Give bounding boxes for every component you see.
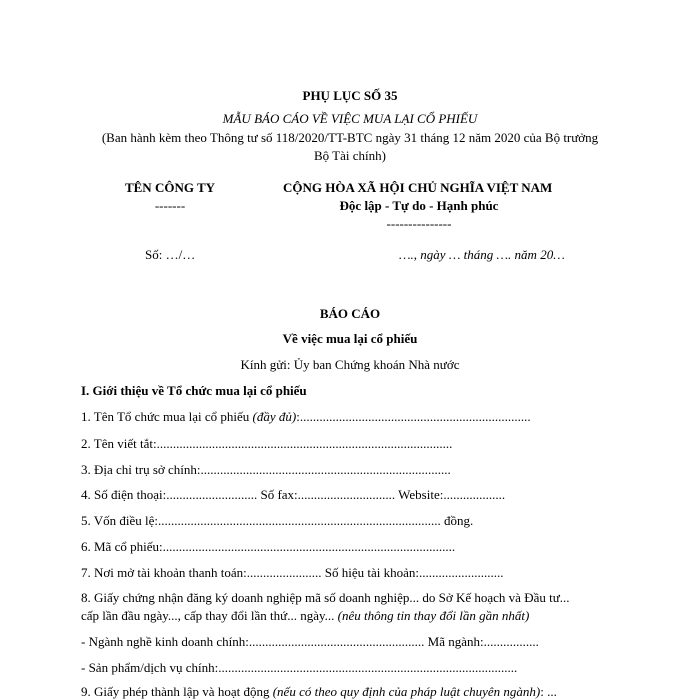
company-divider: ------- xyxy=(154,198,186,213)
republic-name: CỘNG HÒA XÃ HỘI CHỦ NGHĨA VIỆT NAM xyxy=(283,180,553,195)
date-line: …., ngày … tháng …. năm 20… xyxy=(399,247,565,262)
company-name: TÊN CÔNG TY xyxy=(124,180,216,195)
report-subject: Về việc mua lại cổ phiếu xyxy=(282,331,418,346)
item-3: 3. Địa chỉ trụ sở chính:............................................................................. xyxy=(81,462,451,477)
section-1-heading: I. Giới thiệu về Tổ chức mua lại cổ phiếu xyxy=(81,383,307,398)
item-5: 5. Vốn điều lệ:....................................................................................... đồng. xyxy=(81,513,474,528)
item-4: 4. Số điện thoại:............................ Số fax:.............................. Website:................... xyxy=(81,487,506,502)
form-title: MẪU BÁO CÁO VỀ VIỆC MUA LẠI CỔ PHIẾU xyxy=(222,111,478,126)
document-number: Số: …/… xyxy=(145,247,196,262)
item-1 xyxy=(81,409,531,425)
item-9 xyxy=(81,684,557,700)
national-motto: Độc lập - Tự do - Hạnh phúc xyxy=(339,198,499,213)
item-1-dots: :....................................................................... xyxy=(296,409,531,424)
item-9-dots: : ... xyxy=(540,684,557,699)
item-1-label: 1. Tên Tổ chức mua lại cổ phiếu xyxy=(81,409,253,424)
business-line: - Ngành nghề kinh doanh chính:...................................................... Mã ngành:................. xyxy=(81,634,539,649)
item-6: 6. Mã cổ phiếu:.......................................................................................... xyxy=(81,539,456,554)
appendix-title: PHỤ LỤC SỐ 35 xyxy=(302,88,398,103)
item-9-note: (nếu có theo quy định của pháp luật chuyên ngành) xyxy=(272,684,541,699)
item-1-note: (đầy đủ) xyxy=(252,409,297,424)
item-7: 7. Nơi mở tài khoản thanh toán:....................... Số hiệu tài khoản:.......................... xyxy=(81,565,504,580)
addressee: Kính gửi: Ủy ban Chứng khoán Nhà nước xyxy=(240,357,460,372)
item-9-label: 9. Giấy phép thành lập và hoạt động xyxy=(81,684,273,699)
issuance-note-line2: Bộ Tài chính) xyxy=(314,148,386,163)
item-2: 2. Tên viết tắt:........................................................................................... xyxy=(81,436,453,451)
item-8-dates: cấp lần đầu ngày..., cấp thay đổi lần thứ... ngày... xyxy=(81,608,338,623)
issuance-note-line1: (Ban hành kèm theo Thông tư số 118/2020/TT-BTC ngày 31 tháng 12 năm 2020 của Bộ trưởng xyxy=(101,130,599,145)
item-8-line1: 8. Giấy chứng nhận đăng ký doanh nghiệp mã số doanh nghiệp... do Sở Kế hoạch và Đầu tư... xyxy=(81,590,570,605)
report-title: BÁO CÁO xyxy=(319,306,381,321)
item-8-note: (nêu thông tin thay đổi lần gần nhất) xyxy=(337,608,530,623)
item-8-line2 xyxy=(81,608,529,624)
motto-divider: --------------- xyxy=(386,216,452,231)
products-line: - Sản phẩm/dịch vụ chính:............................................................................................ xyxy=(81,660,518,675)
